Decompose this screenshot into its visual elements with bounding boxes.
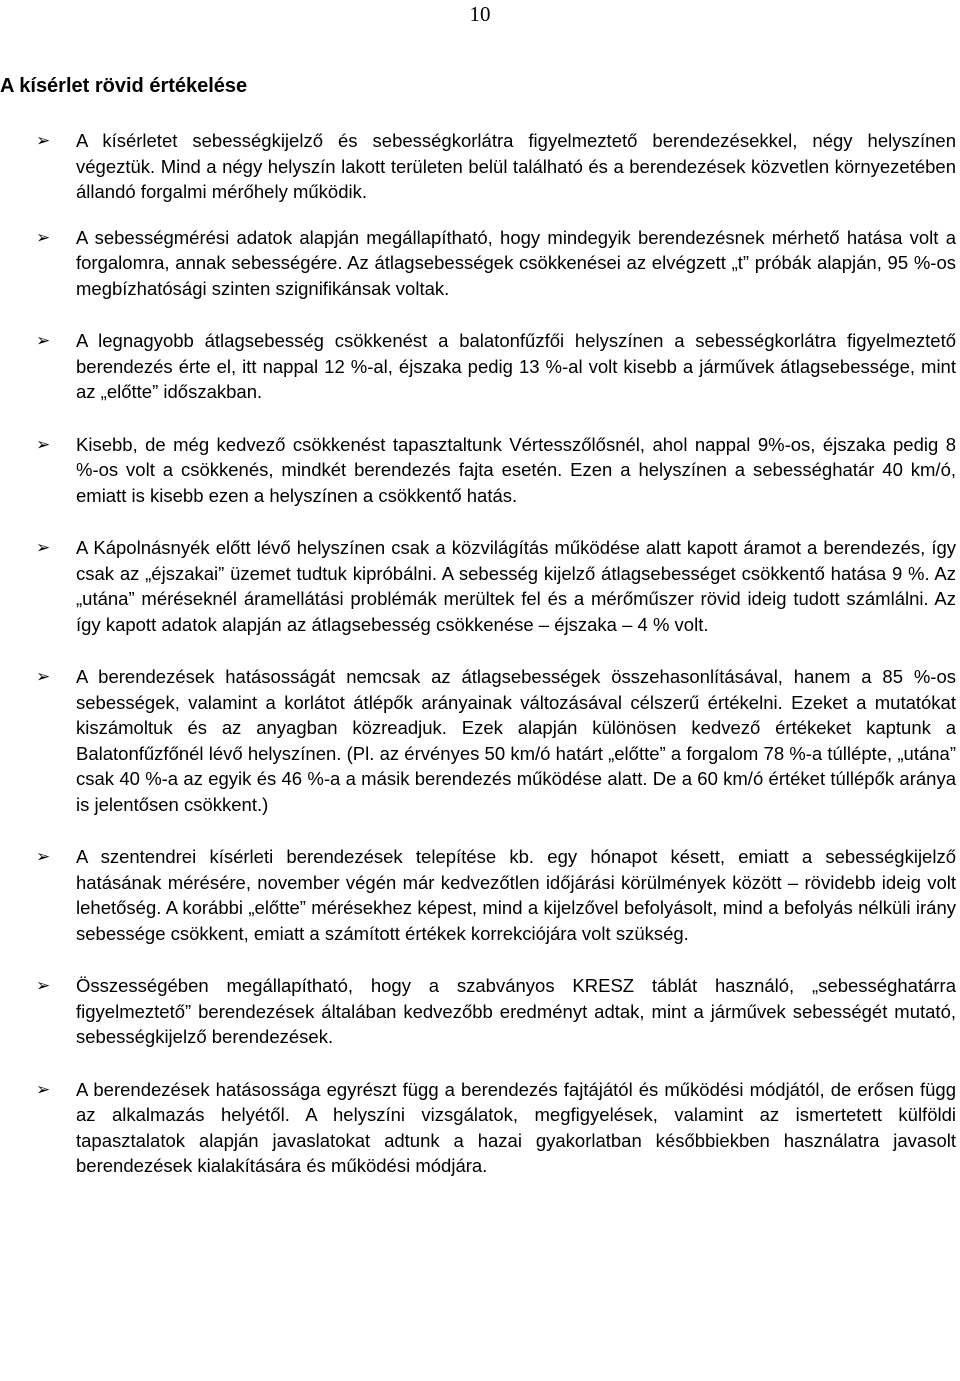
list-item bbox=[0, 535, 956, 637]
arrow-bullet-icon: ➢ bbox=[36, 667, 51, 687]
arrow-bullet-icon: ➢ bbox=[36, 227, 51, 248]
list-item-text: A Kápolnásnyék előtt lévő helyszínen csak a közvilágítás működése alatt kapott áramot a berendezés, így csak az „éjszakai” üzemet tudtuk kipróbálni. A sebesség kijelző átlagsebességet csökkentő hatása 9 %. Az „utána” méréseknél áramellátási problémák merültek fel és a mérőműszer rövid ideig tudott számlálni. Az így kapott adatok alapján az átlagsebesség csökkenése – éjszaka – 4 % volt. bbox=[76, 537, 956, 635]
arrow-bullet-icon: ➢ bbox=[36, 434, 51, 455]
list-item-text: Összességében megállapítható, hogy a szabványos KRESZ táblát használó, „sebességhatárra figyelmeztető” berendezések általában kedvezőbb eredményt adtak, mint a járművek sebességét mutató, sebességkijelző berendezések. bbox=[76, 975, 956, 1047]
section-title: A kísérlet rövid értékelése bbox=[0, 75, 248, 97]
list-item bbox=[0, 225, 956, 302]
arrow-bullet-icon: ➢ bbox=[36, 847, 51, 867]
list-item bbox=[0, 973, 956, 1050]
arrow-bullet-icon: ➢ bbox=[36, 976, 51, 996]
list-item-text: A szentendrei kísérleti berendezések telepítése kb. egy hónapot késett, emiatt a sebességkijelző hatásának mérésére, november végén már kedvezőtlen időjárási körülmények között – rövidebb ideig volt lehetőség. A korábbi „előtte” mérésekhez képest, mind a kijelzővel befolyásolt, mind a befolyás nélküli irány sebessége csökkent, emiatt a számított értékek korrekciójára volt szükség. bbox=[76, 846, 956, 944]
evaluation-bullet-list bbox=[0, 128, 956, 1206]
list-item bbox=[0, 1077, 956, 1179]
list-item-text: A berendezések hatásossága egyrészt függ a berendezés fajtájától és működési módjától, de erősen függ az alkalmazás helyétől. A helyszíni vizsgálatok, megfigyelések, valamint az ismertetett külföldi tapasztalatok alapján javaslatokat adtunk a hazai gyakorlatban későbbiekben használatra javasolt berendezések kialakítására és működési módjára. bbox=[76, 1078, 956, 1176]
list-item-text: A sebességmérési adatok alapján megállapítható, hogy mindegyik berendezésnek mérhető hatása volt a forgalomra, annak sebességére. Az átlagsebességek csökkenései az elvégzett „t” próbák alapján, 95 %-os megbízhatósági szinten szignifikánsak voltak. bbox=[76, 226, 956, 299]
list-item bbox=[0, 328, 956, 405]
list-item-text: A berendezések hatásosságát nemcsak az átlagsebességek összehasonlításával, hanem a 85 %-os sebességek, valamint a korlátot átlépők arányainak változásával célszerű értékelni. Ezeket a mutatókat kiszámoltuk és az anyagban közreadjuk. Ezek alapján különösen kedvező értékeket kaptunk a Balatonfűzfőnél lévő helyszínen. (Pl. az érvényes 50 km/ó határt „előtte” a forgalom 78 %-a túllépte, „utána” csak 40 %-a az egyik és 46 %-a a másik berendezés működése alatt. De a 60 km/ó értéket túllépők aránya is jelentősen csökkent.) bbox=[76, 666, 956, 815]
list-item bbox=[0, 128, 956, 205]
list-item bbox=[0, 844, 956, 946]
list-item-text: Kisebb, de még kedvező csökkenést tapasztaltunk Vértesszőlősnél, ahol nappal 9%-os, éjszaka pedig 8 %-os volt a csökkenés, mindkét berendezés fajta esetén. Ezen a helyszínen a sebességhatár 40 km/ó, emiatt is kisebb ezen a helyszínen a csökkentő hatás. bbox=[76, 433, 956, 506]
list-item bbox=[0, 664, 956, 817]
list-item-text: A kísérletet sebességkijelző és sebességkorlátra figyelmeztető berendezésekkel, négy helyszínen végeztük. Mind a négy helyszín lakott területen belül található és a berendezések közvetlen környezetében állandó forgalmi mérőhely működik. bbox=[76, 130, 956, 202]
page-number: 10 bbox=[469, 2, 491, 26]
arrow-bullet-icon: ➢ bbox=[36, 331, 51, 351]
list-item bbox=[0, 432, 956, 509]
list-item-text: A legnagyobb átlagsebesség csökkenést a balatonfűzfői helyszínen a sebességkorlátra figyelmeztető berendezés érte el, itt nappal 12 %-al, éjszaka pedig 13 %-al volt kisebb a járművek átlagsebessége, mint az „előtte” időszakban. bbox=[76, 330, 956, 402]
arrow-bullet-icon: ➢ bbox=[36, 131, 51, 151]
arrow-bullet-icon: ➢ bbox=[36, 538, 51, 558]
arrow-bullet-icon: ➢ bbox=[36, 1079, 51, 1100]
